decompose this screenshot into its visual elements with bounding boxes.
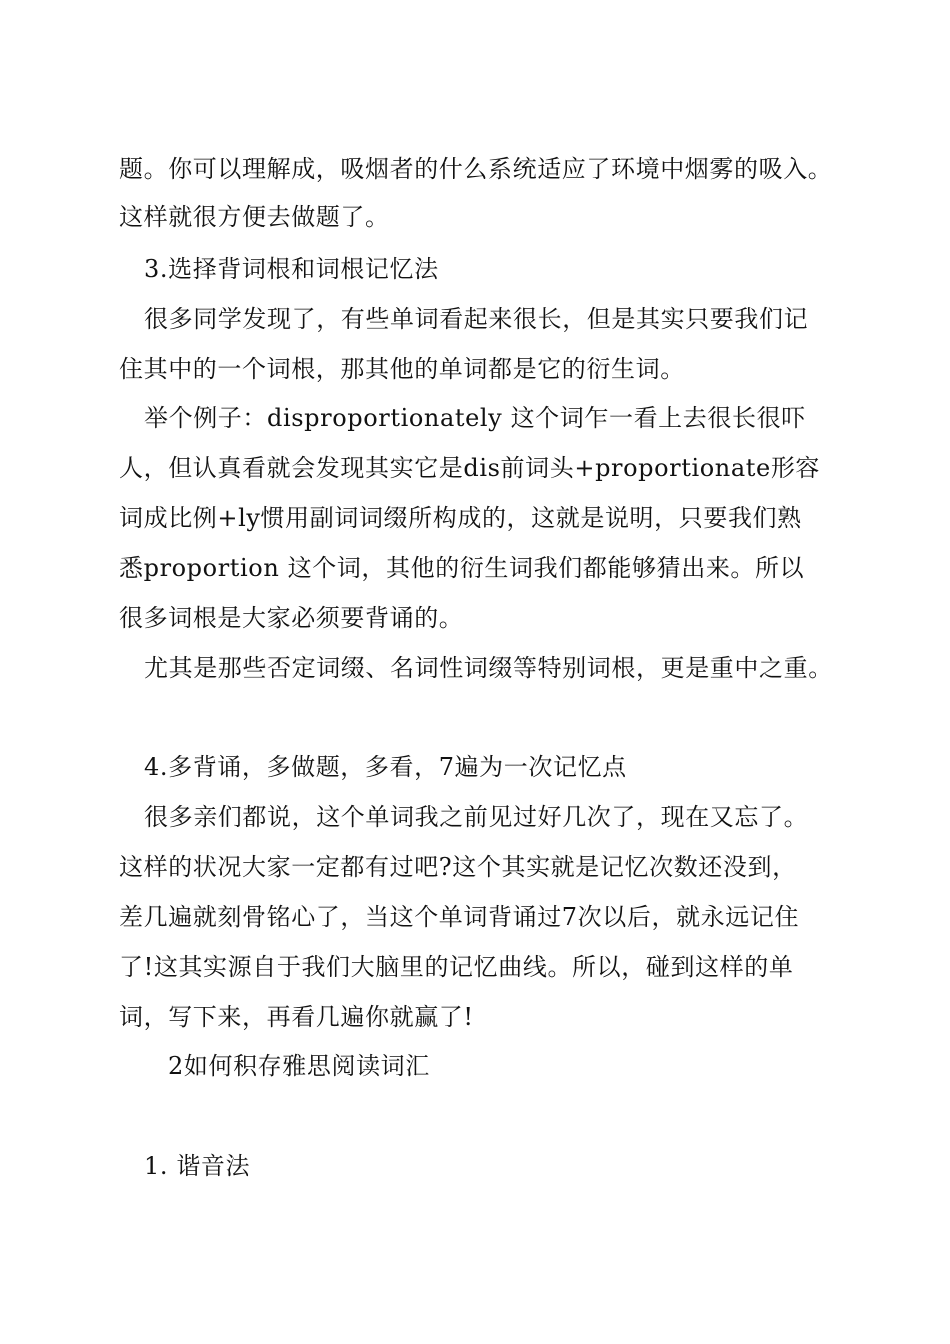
paragraph-line: 举个例子：disproportionately 这个词乍一看上去很长很吓 [144,404,806,432]
list-item-heading: 1. 谐音法 [144,1152,251,1180]
paragraph-line: 住其中的一个词根，那其他的单词都是它的衍生词。 [119,355,685,383]
paragraph-line: 悉proportion 这个词，其他的衍生词我们都能够猜出来。所以 [119,554,805,582]
paragraph-line: 词成比例+ly惯用副词词缀所构成的，这就是说明，只要我们熟 [119,504,802,532]
paragraph-line: 题。你可以理解成，吸烟者的什么系统适应了环境中烟雾的吸入。 [119,155,833,183]
paragraph-line: 这样就很方便去做题了。 [119,203,390,231]
section-heading: 2如何积存雅思阅读词汇 [168,1052,430,1080]
paragraph-line: 很多词根是大家必须要背诵的。 [119,604,464,632]
paragraph-line: 差几遍就刻骨铭心了，当这个单词背诵过7次以后，就永远记住 [119,903,800,931]
paragraph-line: 很多同学发现了，有些单词看起来很长，但是其实只要我们记 [144,305,809,333]
paragraph-line: 词，写下来，再看几遍你就赢了! [119,1003,474,1031]
paragraph-line: 人，但认真看就会发现其实它是dis前词头+proportionate形容 [119,454,821,482]
paragraph-line: 这样的状况大家一定都有过吧?这个其实就是记忆次数还没到， [119,853,797,881]
paragraph-line: 很多亲们都说，这个单词我之前见过好几次了，现在又忘了。 [144,803,809,831]
section-heading: 3.选择背词根和词根记忆法 [144,255,439,283]
paragraph-line: 尤其是那些否定词缀、名词性词缀等特别词根，更是重中之重。 [144,654,833,682]
section-heading: 4.多背诵，多做题，多看，7遍为一次记忆点 [144,753,627,781]
paragraph-line: 了!这其实源自于我们大脑里的记忆曲线。所以，碰到这样的单 [119,953,794,981]
